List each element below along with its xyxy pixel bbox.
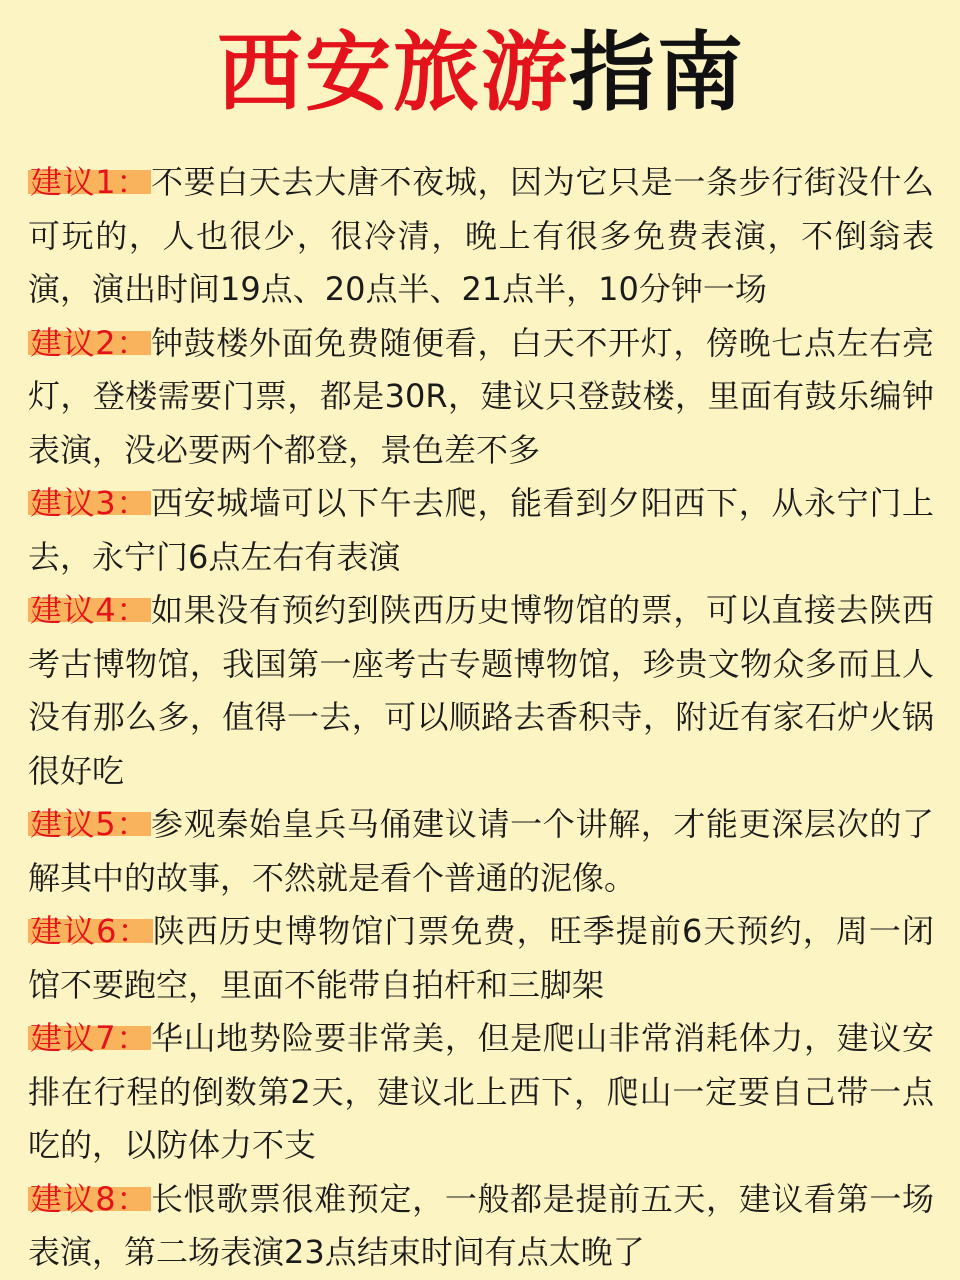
tip-label: 建议4： xyxy=(30,591,149,629)
page-title xyxy=(28,18,934,130)
tip-item xyxy=(28,477,934,584)
tip-item xyxy=(28,584,934,798)
tip-item xyxy=(28,905,934,1012)
tip-label: 建议5： xyxy=(30,805,149,843)
tip-label: 建议1： xyxy=(30,163,149,201)
tip-item xyxy=(28,798,934,905)
tip-text: 不要白天去大唐不夜城，因为它只是一条步行街没什么可玩的，人也很少，很冷清，晚上有很多免费表演，不倒翁表演，演出时间19点、20点半、21点半，10分钟一场 xyxy=(28,163,934,308)
tips-list xyxy=(28,156,934,1280)
tip-label: 建议8： xyxy=(30,1179,149,1218)
tip-label: 建议6： xyxy=(30,912,151,950)
title-part-red: 西安旅游 xyxy=(217,23,569,123)
tip-item xyxy=(28,317,934,478)
tip-text: 参观秦始皇兵马俑建议请一个讲解，才能更深层次的了解其中的故事，不然就是看个普通的泥像。 xyxy=(28,805,934,897)
title-part-black: 指南 xyxy=(569,23,745,123)
tip-text: 长恨歌票很难预定，一般都是提前五天，建议看第一场表演，第二场表演23点结束时间有点太晚了 xyxy=(28,1179,934,1271)
tip-item xyxy=(28,1173,934,1280)
tip-text: 华山地势险要非常美，但是爬山非常消耗体力，建议安排在行程的倒数第2天，建议北上西下，爬山一定要自己带一点吃的，以防体力不支 xyxy=(28,1019,934,1164)
tip-item xyxy=(28,1012,934,1173)
tip-text: 陕西历史博物馆门票免费，旺季提前6天预约，周一闭馆不要跑空，里面不能带自拍杆和三脚架 xyxy=(28,912,934,1004)
tip-item xyxy=(28,156,934,317)
tip-label: 建议3： xyxy=(30,484,149,522)
tip-text: 西安城墙可以下午去爬，能看到夕阳西下，从永宁门上去，永宁门6点左右有表演 xyxy=(28,484,934,576)
tip-text: 如果没有预约到陕西历史博物馆的票，可以直接去陕西考古博物馆，我国第一座考古专题博物馆，珍贵文物众多而且人没有那么多，值得一去，可以顺路去香积寺，附近有家石炉火锅很好吃 xyxy=(28,591,934,790)
tip-label: 建议2： xyxy=(30,323,149,362)
tip-label: 建议7： xyxy=(30,1019,149,1057)
tip-text: 钟鼓楼外面免费随便看，白天不开灯，傍晚七点左右亮灯，登楼需要门票，都是30R，建议只登鼓楼，里面有鼓乐编钟表演，没必要两个都登，景色差不多 xyxy=(28,323,934,469)
